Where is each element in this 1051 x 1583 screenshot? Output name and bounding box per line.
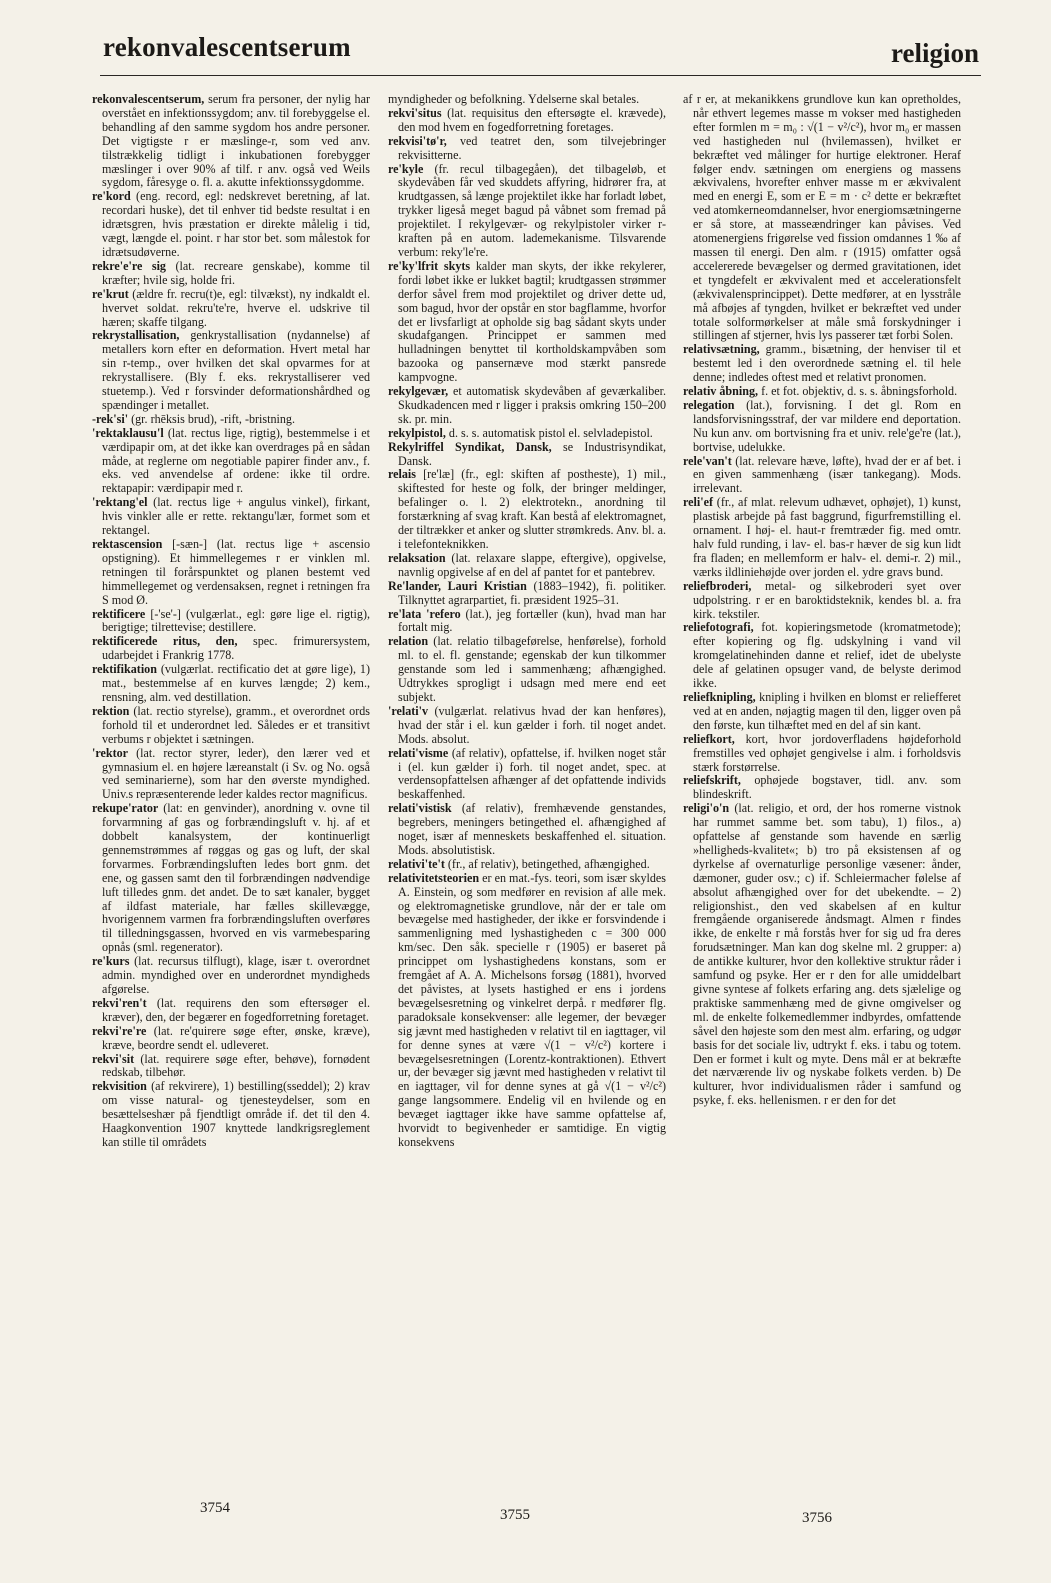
dictionary-entry	[92, 93, 370, 190]
entry-text: ophøjede bogstaver, tidl. anv. som blindeskrift.	[693, 773, 961, 802]
dictionary-entry	[92, 955, 370, 997]
entry-headword: relati'vistisk	[388, 801, 452, 816]
entry-headword: re'kyle	[388, 161, 424, 176]
dictionary-entry	[92, 190, 370, 260]
dictionary-entry	[388, 468, 666, 551]
dictionary-entry	[388, 93, 666, 107]
entry-text: se Industrisyndikat, Dansk.	[398, 439, 666, 468]
dictionary-entry	[388, 705, 666, 747]
entry-text: serum fra personer, der nylig har overstået en infektionssygdom; anv. til forebyggelse el. behandling af den samme sygdom hos andre personer. Det vigtigste r er mæslinge-r, som ved anv. tilstrækkelig tidligt i inkubationen forebygger mæslinger i over 90% af tilf. r anv. også ved Weils sygdom, fåresyge o. fl. a. akutte infektionssygdomme.	[102, 93, 370, 190]
entry-headword: relativsætning,	[683, 342, 760, 357]
entry-text: genkrystallisation (nydannelse) af metallers korn efter en deformation. Hvert metal har sin r-temp., over hvilken det skal opvarmes for at rekrystallisere. (Bly f. eks. rekrystalliserer ved stuetemp.). Ved r forsvinder deformationshårdhed og spændinger i metallet.	[102, 328, 370, 412]
dictionary-entry	[683, 802, 961, 1108]
entry-text: (lat. recursus tilflugt), klage, især t. overordnet admin. myndighed over en underordnet myndigheds afgørelse.	[102, 954, 370, 996]
entry-headword: relativitetsteorien	[388, 870, 480, 885]
entry-text: (fr., af relativ), betingethed, afhængighed.	[444, 856, 650, 871]
dictionary-entry	[92, 635, 370, 663]
entry-text: spec. frimurersystem, udarbejdet i Frankrig 1778.	[102, 634, 370, 663]
entry-headword: rektascension	[92, 537, 163, 551]
entry-headword: rekvi're're	[92, 1023, 147, 1038]
entry-headword: rektificere	[92, 606, 146, 621]
entry-text: fot. kopieringsmetode (kromatmetode); efter kopiering og flg. udskylning i vand vil kromgelatinehinden danne et relief, idet de ubelyste dele af gelatinen opsuger vand, de belyste derimod ikke.	[693, 620, 961, 691]
dictionary-entry	[92, 1053, 370, 1081]
entry-text: (lat.), forvisning. I det gl. Rom en landsforvisningsstraf, der var mildere end deportation. Nu kun anv. om bortvisning fra et univ. rele'ge're (lat.), bortvise, udelukke.	[693, 397, 961, 454]
dictionary-entry	[92, 608, 370, 636]
dictionary-entry	[92, 747, 370, 803]
entry-headword: re'ky'lfrit skyts	[388, 258, 471, 273]
entry-text: (1883–1942), fi. politiker. Tilknyttet agrarpartiet, fi. præsident 1925–31.	[398, 578, 666, 607]
entry-headword: relativi'te't	[388, 856, 445, 871]
entry-text: metal- og silkebroderi syet over udpolstring. r er en baroktidsteknik, kendes bl. a. fra kirk. tekstiler.	[693, 578, 961, 621]
entry-headword: rekrystallisation,	[92, 328, 180, 343]
entry-text: (vulgærlat. relativus hvad der kan henføres), hvad der står i el. kun gælder i forh. til noget andet. Mods. absolut.	[398, 703, 666, 746]
dictionary-entry	[388, 635, 666, 705]
entry-text: (ældre fr. recru(t)e, egl: tilvækst), ny indkaldt el. hvervet soldat. rekru'te're, hverve el. udskrive til hæren; skaffe tilgang.	[102, 286, 370, 329]
entry-text: (af relativ), fremhævende genstandes, begrebers, meningers betingethed el. afhængighed af noget, især af menneskets beskaffenhed el. situation. Mods. absolutistisk.	[398, 801, 666, 857]
entry-headword: 'rektor	[92, 745, 129, 760]
entry-headword: re'kurs	[92, 954, 130, 969]
entry-text: (lat. relevare hæve, løfte), hvad der er af bet. i en given sammenhæng (især tankegang). Mods. irrelevant.	[693, 453, 961, 496]
dictionary-entry	[388, 608, 666, 636]
column-3	[683, 93, 961, 1528]
entry-text: (eng. record, egl: nedskrevet beretning, af lat. recordari huske), det til enhver tid bedste resultat i en idrætsgren, hvis præstation er direkte målelig i tid, vægt, længde el. point. r har stor bet. som målestok for idrætsudøverne.	[102, 189, 370, 259]
entry-text: (lat. religio, et ord, der hos romerne vistnok har rummet samme bet. som tabu), 1) filos., a) opfattelse af genstande som havende en særlig »helligheds-kvalitet«; b) tro på eksistensen af og dyrkelse af overnaturlige personlige væsener: ånder, dæmoner, guder osv.; c) if. Schleiermacher følelse af absolut afhængighed over for det ubekendte. – 2) religionshist., den ved skabelsen af en kultur fremgående organiserede åndsmagt. Almen r findes ikke, de enkelte r må forstås hver for sig ud fra deres forudsætninger. Man kan dog skelne ml. 2 grupper: a) de antikke kulturer, hvor den kollektive struktur råder i samfund og psyke. Her er r den for alle umiddelbart givne syntese af folkets erfaring ang. dets sjælelige og praktiske sammenhæng med de givne omgivelser og ml. de enkelte folkemedlemmer indbyrdes, omfattende såvel den højeste som den mest alm. erfaring, og udgør basis for det sociale liv, udtrykt f. eks. i tabu og totem. Den er formet i kult og myte. Dens mål er at bekræfte det nærværende liv og nyskabe folkets verden. b) De kulturer, hvor individualismen råder i samfund og psyke, f. eks. hellenismen. r er den for det	[693, 801, 961, 1108]
entry-text: et automatisk skydevåben af geværkaliber. Skudkadencen med r ligger i praksis omkring 150–200 sk. pr. min.	[398, 384, 666, 426]
entry-headword: relaksation	[388, 550, 446, 565]
entry-text: (vulgærlat. rectificatio det at gøre lige), 1) mat., bestemmelse af en kurves længde; 2) kem., rensning, alm. ved destillation.	[102, 662, 370, 704]
entry-headword: relativ åbning,	[683, 384, 759, 399]
dictionary-entry	[92, 997, 370, 1025]
entry-text: knipling i hvilken en blomst er reliefferet ved at en anden, nøjagtig magen til den, ligger oven på den første, kun tilhæftet med en del af sin kant.	[693, 689, 961, 732]
dictionary-entry	[683, 774, 961, 802]
entry-headword: rekylgevær,	[388, 384, 449, 399]
dictionary-entry	[388, 580, 666, 608]
dictionary-entry	[92, 260, 370, 288]
entry-headword: re'lata 'refero	[388, 606, 461, 621]
entry-text: (lat. rectus lige, rigtig), bestemmelse i et værdipapir om, at det ikke kan overdrages på en sådan måde, at reglerne om negotiable papirer finder anv., f. eks. ved anvendelse af ordene: ikke til ordre. rektapapir: værdipapir med r.	[102, 425, 370, 496]
dictionary-entry	[683, 691, 961, 733]
dictionary-entry	[388, 107, 666, 135]
entry-text: (lat. relatio tilbageførelse, henførelse), forhold ml. to el. fl. genstande; egenskab der kun tilkommer genstande som led i sammenhæng; afhængighed. Udtrykkes sprogligt i udsagn med mere end eet subjekt.	[398, 634, 666, 704]
entry-headword: relati'visme	[388, 745, 449, 760]
entry-headword: rekylpistol,	[388, 425, 446, 440]
entry-headword: rekvisi'tø'r,	[388, 133, 447, 148]
entry-headword: Rekylriffel Syndikat, Dansk,	[388, 439, 552, 454]
entry-text: d. s. s. automatisk pistol el. selvladepistol.	[445, 425, 653, 440]
dictionary-entry	[683, 580, 961, 622]
dictionary-entry	[388, 552, 666, 580]
entry-headword: rektifikation	[92, 662, 157, 677]
dictionary-entry	[388, 441, 666, 469]
dictionary-entry	[92, 1025, 370, 1053]
entry-headword: reliefbroderi,	[683, 578, 752, 593]
dictionary-entry	[388, 260, 666, 385]
dictionary-entry	[92, 705, 370, 747]
entry-text: (fr. recul tilbagegåen), det tilbageløb, et skydevåben får ved skuddets affyring, hidrører fra, at krudtgassen, så længe projektilet ikke har forladt løbet, trykker ligeså meget bagud på våbnet som fremad på projektilet. I rekylgevær- og rekylpistoler virker r-kraften på en autom. lademekanisme. Tilsvarende verbum: reky'le're.	[398, 161, 666, 259]
dictionary-entry	[388, 163, 666, 260]
entry-headword: rekre'e're sig	[92, 258, 166, 273]
dictionary-entry	[683, 385, 961, 399]
entry-headword: rektion	[92, 703, 130, 718]
entry-headword: reliefotografi,	[683, 620, 754, 635]
entry-headword: rekvi'situs	[388, 105, 442, 120]
entry-headword: reliefknipling,	[683, 689, 756, 704]
entry-text: (lat. requirens den som eftersøger el. kræver), den, der begærer en fogedforretning foretaget.	[102, 995, 370, 1024]
dictionary-entry	[388, 858, 666, 872]
dictionary-entry	[683, 93, 961, 343]
entry-headword: re'kord	[92, 189, 131, 204]
entry-text: [-sæn-] (lat. rectus lige + ascensio opstigning). Et himmellegemes r er vinklen ml. retningen til forårspunktet og planen bestemt ved himmellegemet og verdensaksen, regnet i retningen fra S mod Ø.	[102, 537, 370, 607]
dictionary-entry	[92, 1080, 370, 1150]
entry-headword: relais	[388, 467, 416, 482]
dictionary-entry	[92, 288, 370, 330]
dictionary-entry	[683, 496, 961, 579]
entry-text: kalder man skyts, der ikke rekylerer, fordi løbet ikke er lukket bagtil; krudtgassen strømmer derfor såvel frem mod projektilet og driver dette ud, som bagud, hvor der opstår en stor bagflamme, hvorfor det er livsfarligt at opholde sig bag sådant skyts under skudafgangen. Princippet er sammen med hulladningen benyttet til kortholdskampvåben som bazooka og pansernæve mod stærkt pansrede kampvogne.	[398, 258, 666, 385]
entry-headword: -rek'si'	[92, 411, 129, 426]
entry-text: ved teatret den, som tilvejebringer rekvisitterne.	[398, 133, 666, 162]
header-rule	[100, 75, 981, 76]
entry-headword: 'rektaklausu'l	[92, 425, 164, 440]
dictionary-entry	[683, 621, 961, 691]
entry-headword: rekvisition	[92, 1079, 147, 1094]
entry-headword: relegation	[683, 397, 735, 412]
entry-headword: rekvi'ren't	[92, 995, 147, 1010]
entry-headword: reliefkort,	[683, 731, 735, 746]
dictionary-entry	[388, 385, 666, 427]
entry-headword: rekvi'sit	[92, 1051, 135, 1066]
entry-text: (lat. relaxare slappe, eftergive), opgivelse, navnlig opgivelse af en del af pantet for et pantebrev.	[398, 550, 666, 579]
page-number: 3755	[500, 1507, 530, 1523]
entry-headword: rektificerede ritus, den,	[92, 634, 238, 649]
entry-text: (lat: en genvinder), anordning v. ovne til forvarmning af gas og forbrændingsluft v. hj. af et dobbelt kanalsystem, der kontinuerligt gennemstrømmes af røggas og gas og luft, der skal forvarmes. Forbrændingsluften ledes bort gnm. det ene, og gassen samt den til forbrændingen nødvendige luft tilledes gnm. det andet. De to sæt kanaler, bygget af ildfast materiale, har fælles skillevægge, hvorigennem varmen fra forbrændingsluften overføres til tilledningsgassen, hvorved en vis varmebesparing opnås (sml. regenerator).	[102, 801, 370, 955]
dictionary-entry	[683, 399, 961, 455]
running-head-right: religion	[890, 38, 979, 68]
dictionary-entry	[388, 427, 666, 441]
entry-text: (af rekvirere), 1) bestilling(sseddel); 2) krav om visse natural- og tjenesteydelser, som en besættelseshær på fjendtligt område if. det til den 4. Haagkonvention 1907 knyttede landkrigsreglement kan stille til områdets	[102, 1079, 370, 1149]
dictionary-entry	[92, 427, 370, 497]
running-head-left: rekonvalescentserum	[103, 32, 351, 62]
column-1	[92, 93, 370, 1528]
dictionary-entry	[388, 802, 666, 858]
entry-headword: 'rektang'el	[92, 495, 148, 510]
dictionary-entry	[92, 496, 370, 538]
entry-text: (lat. requisitus den eftersøgte el. krævede), den mod hvem en fogedforretning foretages.	[398, 105, 666, 134]
entry-text: gramm., bisætning, der henviser til et bestemt led i den overordnede sætning el. til hele denne; indledes oftest med et relativt pronomen.	[693, 342, 961, 385]
entry-headword: relation	[388, 634, 429, 649]
entry-text: (fr., af mlat. relevum udhævet, ophøjet), 1) kunst, plastisk arbejde på fast baggrund, figurfremstilling el. ornament. I høj- el. haut-r fremtræder fig. med omtr. halv fuld runding, i lav- el. bas-r hæver de sig kun lidt fra fladen; en mellemform er halv- el. demi-r. 2) mil., værks ildliniehøjde over jorden el. ydre gravs bund.	[693, 495, 961, 579]
dictionary-entry	[92, 538, 370, 608]
entry-text: (lat.), jeg fortæller (kun), hvad man har fortalt mig.	[398, 606, 666, 635]
entry-text: (lat. requirere søge efter, behøve), fornødent redskab, tilbehør.	[102, 1051, 370, 1080]
entry-headword: rekupe'rator	[92, 801, 159, 816]
dictionary-entry	[92, 663, 370, 705]
entry-text: [-'se'-] (vulgærlat., egl: gøre lige el. rigtig), berigtige; tilrettevise; destillere.	[102, 606, 370, 635]
entry-text: (lat. re'quirere søge efter, ønske, kræve), kræve, beordre sendt el. udleveret.	[102, 1023, 370, 1052]
dictionary-entry	[388, 135, 666, 163]
entry-text: kort, hvor jordoverfladens højdeforhold fremstilles ved ophøjet gengivelse i alm. i forholdsvis stærk forstørrelse.	[693, 731, 961, 774]
dictionary-entry	[683, 733, 961, 775]
dictionary-entry	[92, 413, 370, 427]
dictionary-entry	[388, 747, 666, 803]
entry-text: af r er, at mekanikkens grundlove kun kan opretholdes, når ethvert legemes masse m vokser med hastigheden efter formlen m = m₀ : √(1 − v²/c²), hvor m₀ er massen ved hastigheden nul (hvilemassen), hvilket er bekræftet ved målinger for hurtige elektroner. Heraf følger endv. sætningen om energiens og massens ækvivalens, hvorefter enhver masse m er ækvivalent med en energi E, som er E = m · c² dette er bekræftet ved atomkerneomdannelser, hvor energiomsætningerne er så store, at masseændringer kan påvises. Ved atomenergiens frigørelse ved fission omdannes 1 ‰ af massen til energi. Den alm. r (1915) omfatter også accelererede bevægelser og dermed gravitationen, idet et tyngdefelt er ækvivalent med et accelerationsfelt (ækvivalensprincippet). Dette medfører, at en lysstråle må afbøjes af tyngden, hvilket er bekræftet ved under totale solformørkelser at måle små forskydninger i stillingen af stjerner, hvis lys passerer tæt forbi Solen.	[683, 93, 961, 343]
entry-text: myndigheder og befolkning. Ydelserne skal betales.	[388, 93, 640, 106]
page-number: 3756	[802, 1510, 832, 1526]
entry-text: (lat. rectus lige + angulus vinkel), firkant, hvis vinkler alle er rette. rektangu'lær, formet som et rektangel.	[102, 495, 370, 538]
entry-text: [re'læ] (fr., egl: skiften af postheste), 1) mil., skiftested for heste og folk, der bringer meldinger, befalinger o. l. 2) elektrotekn., anordning til forstærkning af svag kraft. Kan bestå af elektromagnet, der tiltrækker et anker og slutter strømkreds. Anv. bl. a. i telefonteknikken.	[398, 467, 666, 551]
entry-text: (lat. rectio styrelse), gramm., et overordnet ords forhold til et underordnet led. Således er et transitivt verbums r objektet i sætningen.	[102, 703, 370, 746]
entry-headword: rekonvalescentserum,	[92, 93, 205, 106]
entry-text: (af relativ), opfattelse, if. hvilken noget står i (el. kun gælder i) forh. til noget andet, spec. at verdensopfattelsen afhænger af det opfattende individs beskaffenhed.	[398, 745, 666, 802]
column-2	[388, 93, 666, 1528]
dictionary-entry	[683, 455, 961, 497]
entry-text: (gr. rhēksis brud), -rift, -bristning.	[128, 411, 295, 426]
entry-text: f. et fot. objektiv, d. s. s. åbningsforhold.	[758, 384, 958, 399]
entry-headword: re'krut	[92, 286, 129, 301]
entry-text: (lat. recreare genskabe), komme til kræfter; hvile sig, holde fri.	[102, 258, 370, 287]
entry-headword: reliefskrift,	[683, 773, 741, 788]
dictionary-entry	[683, 343, 961, 385]
entry-headword: 'relati'v	[388, 703, 429, 718]
entry-headword: Re'lander, Lauri Kristian	[388, 578, 527, 593]
dictionary-entry	[92, 329, 370, 412]
dictionary-entry	[92, 802, 370, 955]
entry-headword: rele'van't	[683, 453, 732, 468]
entry-headword: reli'ef	[683, 495, 713, 510]
entry-text: (lat. rector styrer, leder), den lærer ved et gymnasium el. en højere læreanstalt (i Sv. og No. også ved seminarierne), som har den øverste myndighed. Univ.s repræsenterende leder kaldes rector magnificus.	[102, 745, 370, 802]
entry-text: er en mat.-fys. teori, som især skyldes A. Einstein, og som medfører en revision af alle mek. og elektromagnetiske grundlove, når der er tale om bevægelse med hastigheder, der ikke er forsvindende i sammenligning med lyshastigheden c = 300 000 km/sec. Den såk. specielle r (1905) er baseret på princippet om lyshastighedens konstans, som er fremgået af A. A. Michelsons forsøg (1881), hvorved det påvistes, at lysets hastighed er ens i jordens bevægelsesretning og vinkelret derpå. r medfører flg. paradoksale konsekvenser: alle legemer, der bevæger sig jævnt med hastigheden v relativt til en iagttager, vil for denne synes at være √(1 − v²/c²) kortere i bevægelsesretningen (Lorentz-kontraktionen). Ethvert ur, der bevæger sig jævnt med hastigheden v relativt til en iagttager, vil for denne synes at gå √(1 − v²/c²) gange langsommere. Endelig vil en hvilende og en bevæget iagttager ikke have samme opfattelse af, hvorvidt to begivenheder er samtidige. En vigtig konsekvens	[398, 870, 666, 1149]
dictionary-entry	[388, 872, 666, 1150]
page-number: 3754	[200, 1500, 230, 1516]
entry-headword: religi'o'n	[683, 801, 730, 816]
